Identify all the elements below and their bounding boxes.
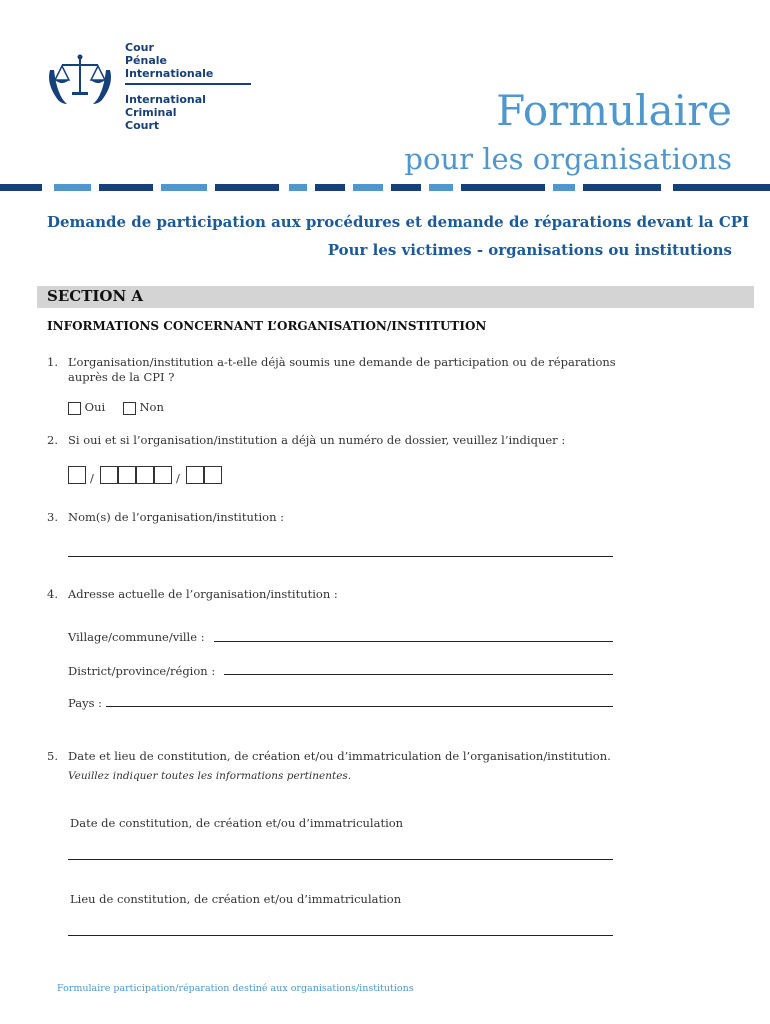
case-digit-2[interactable]	[100, 466, 118, 484]
case-digit-3[interactable]	[118, 466, 136, 484]
non-checkbox[interactable]	[123, 402, 136, 415]
page-subtitle: pour les organisations	[404, 142, 732, 176]
logo-text-penale: Pénale	[125, 54, 168, 67]
lieu-field[interactable]	[68, 935, 613, 936]
q4-number: 4.	[47, 587, 58, 601]
form-heading: Demande de participation aux procédures et demande de réparations devant la CPI	[47, 213, 750, 231]
logo-text-cour: Cour	[125, 41, 154, 54]
case-digit-7[interactable]	[204, 466, 222, 484]
lieu-label: Lieu de constitution, de création et/ou d’immatriculation	[70, 892, 402, 906]
case-sep-2: /	[176, 471, 180, 485]
q1-text-line2: auprès de la CPI ?	[68, 370, 175, 384]
q1-number: 1.	[47, 355, 58, 369]
organisation-name-field[interactable]	[68, 556, 613, 557]
page-footer: Formulaire participation/réparation destiné aux organisations/institutions	[57, 983, 414, 994]
q5-instruction: Veuillez indiquer toutes les informations pertinentes.	[68, 770, 352, 782]
logo-divider	[125, 83, 251, 85]
case-digit-4[interactable]	[136, 466, 154, 484]
q3-text: Nom(s) de l’organisation/institution :	[68, 510, 285, 524]
section-subheading: INFORMATIONS CONCERNANT L’ORGANISATION/INSTITUTION	[47, 319, 487, 333]
section-bar	[37, 286, 754, 308]
q5-text: Date et lieu de constitution, de création et/ou d’immatriculation de l’organisation/institution.	[68, 749, 611, 763]
date-label: Date de constitution, de création et/ou d’immatriculation	[70, 816, 404, 830]
q5-number: 5.	[47, 749, 58, 763]
case-sep-1: /	[90, 471, 94, 485]
case-digit-6[interactable]	[186, 466, 204, 484]
case-digit-1[interactable]	[68, 466, 86, 484]
logo-text-criminal: Criminal	[125, 106, 177, 119]
logo-text-internationale: Internationale	[125, 67, 214, 80]
oui-checkbox[interactable]	[68, 402, 81, 415]
oui-label: Oui	[84, 400, 106, 414]
form-subheading: Pour les victimes - organisations ou institutions	[327, 241, 732, 259]
section-label: SECTION A	[47, 287, 144, 305]
village-label: Village/commune/ville :	[68, 630, 205, 644]
district-label: District/province/région :	[68, 664, 216, 678]
page-title: Formulaire	[496, 86, 732, 135]
q1-options	[68, 400, 164, 415]
logo-text-international: International	[125, 93, 206, 106]
q4-text: Adresse actuelle de l’organisation/institution :	[68, 587, 338, 601]
logo-text-court: Court	[125, 119, 160, 132]
q3-number: 3.	[47, 510, 58, 524]
date-field[interactable]	[68, 859, 613, 860]
icc-logo-icon	[42, 50, 118, 108]
pays-field[interactable]	[106, 706, 613, 707]
q2-text: Si oui et si l’organisation/institution a déjà un numéro de dossier, veuillez l’indiquer :	[68, 433, 566, 447]
case-digit-5[interactable]	[154, 466, 172, 484]
non-label: Non	[139, 400, 164, 414]
village-field[interactable]	[214, 641, 613, 642]
pays-label: Pays :	[68, 696, 103, 710]
district-field[interactable]	[224, 674, 613, 675]
q2-number: 2.	[47, 433, 58, 447]
q1-text-line1: L’organisation/institution a-t-elle déjà soumis une demande de participation ou de réparations	[68, 355, 616, 369]
